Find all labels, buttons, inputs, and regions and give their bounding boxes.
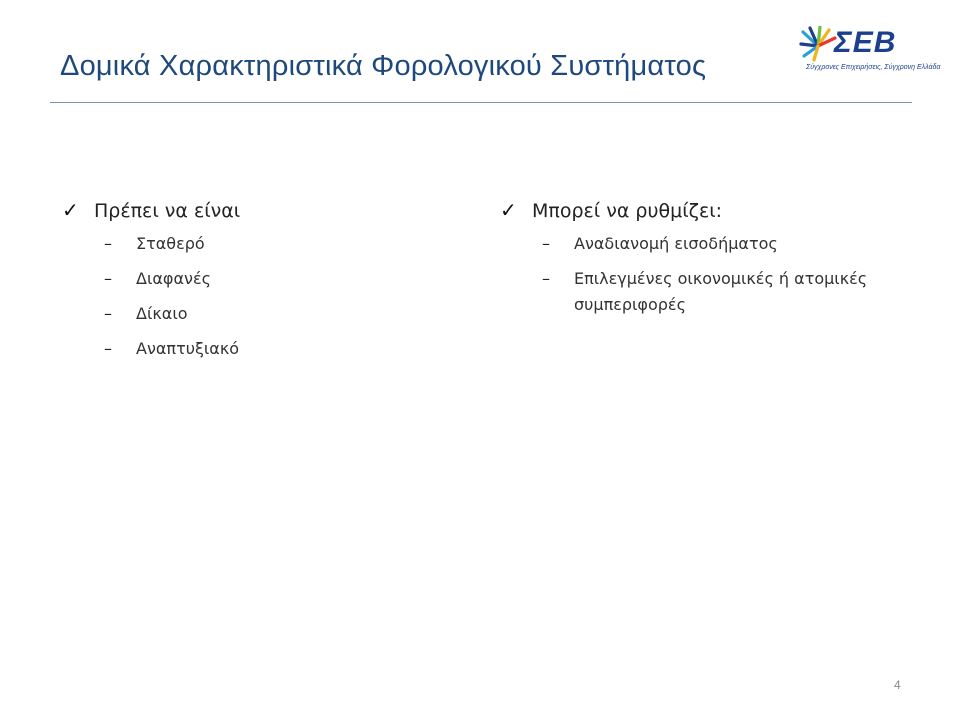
logo-tagline: Σύγχρονες Επιχειρήσεις, Σύγχρονη Ελλάδα — [806, 64, 941, 71]
slide-title: Δομικά Χαρακτηριστικά Φορολογικού Συστήματος — [60, 50, 707, 82]
list-item-text: Σταθερό — [136, 234, 205, 253]
list-item-text: Δίκαιο — [136, 304, 188, 323]
heading-text: Πρέπει να είναι — [94, 200, 241, 222]
dash-icon: – — [542, 269, 550, 288]
logo-wordmark: ΣΕΒ — [834, 26, 897, 59]
left-column — [62, 197, 422, 371]
dash-icon: – — [104, 269, 112, 288]
list-item — [62, 266, 422, 292]
sub-list — [62, 231, 422, 362]
page-number: 4 — [894, 678, 901, 692]
dash-icon: – — [542, 234, 550, 253]
seb-logo — [798, 26, 941, 82]
checkmark-icon: ✓ — [62, 198, 79, 222]
heading-text: Μπορεί να ρυθμίζει: — [532, 200, 723, 222]
list-item-text: Επιλεγμένες οικονομικές ή ατομικές συμπεριφορές — [574, 269, 868, 314]
list-item — [62, 301, 422, 327]
checkmark-icon: ✓ — [500, 198, 517, 222]
right-column — [500, 197, 880, 327]
bullet-heading — [62, 197, 422, 225]
list-item — [62, 336, 422, 362]
dash-icon: – — [104, 339, 112, 358]
title-divider — [50, 102, 912, 103]
sub-list — [500, 231, 880, 318]
bullet-heading — [500, 197, 880, 225]
list-item — [500, 266, 880, 318]
logo-burst-icon — [798, 26, 838, 62]
list-item-text: Αναδιανομή εισοδήματος — [574, 234, 778, 253]
list-item-text: Αναπτυξιακό — [136, 339, 240, 358]
dash-icon: – — [104, 304, 112, 323]
list-item — [62, 231, 422, 257]
list-item-text: Διαφανές — [136, 269, 211, 288]
dash-icon: – — [104, 234, 112, 253]
list-item — [500, 231, 880, 257]
